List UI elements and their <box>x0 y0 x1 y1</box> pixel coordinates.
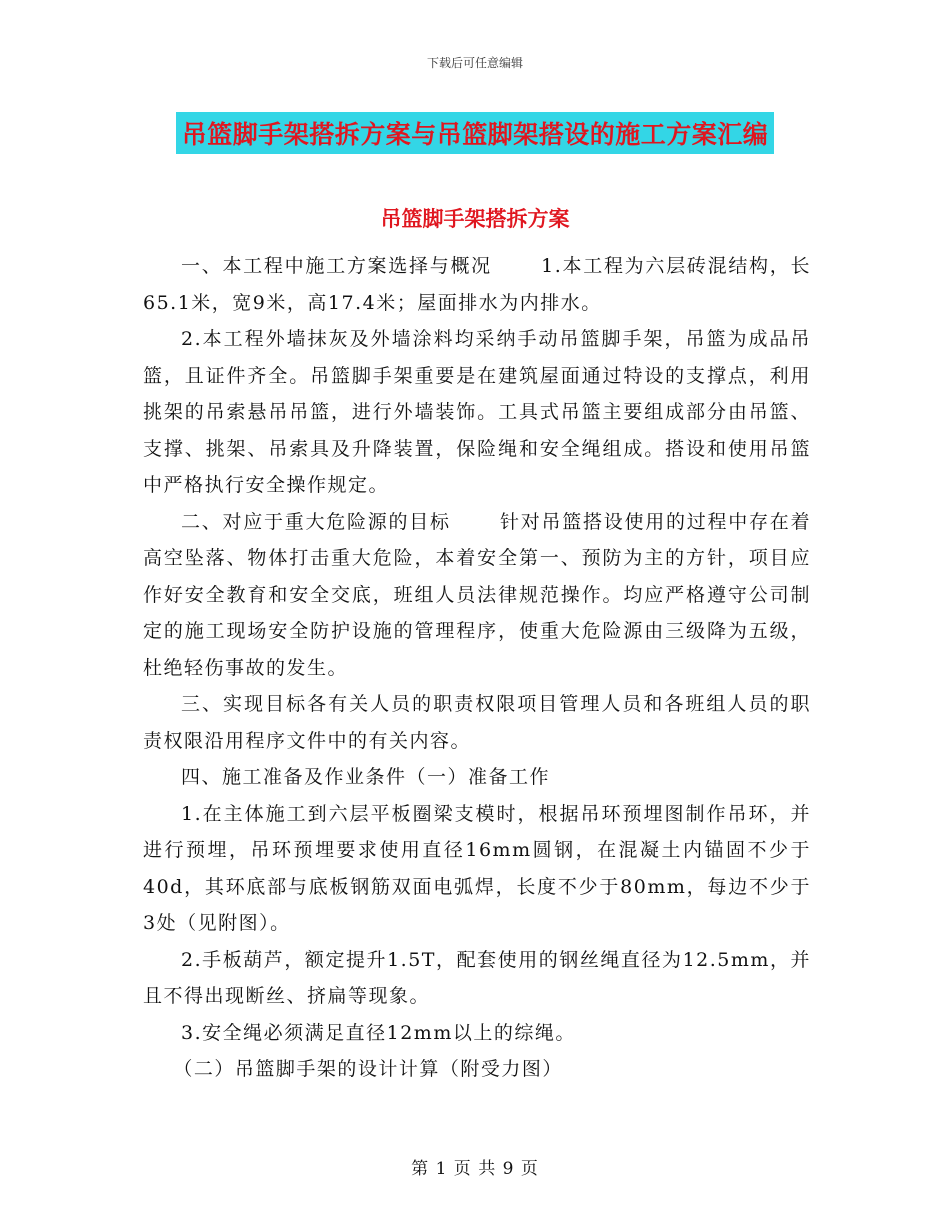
page-header: 下载后可任意编辑 <box>426 56 523 70</box>
paragraph-1: 一、本工程中施工方案选择与概况 1.本工程为六层砖混结构，长65.1米，宽9米，高17.4米；屋面排水为内排水。 <box>143 255 811 314</box>
paragraph-5: 四、施工准备及作业条件（一）准备工作 <box>181 766 551 788</box>
document-title: 吊篮脚手架搭拆方案与吊篮脚架搭设的施工方案汇编 <box>176 112 775 154</box>
document-body <box>143 248 811 1088</box>
paragraph-7: 2.手板葫芦，额定提升1.5T，配套使用的钢丝绳直径为12.5mm，并且不得出现断丝、挤扁等现象。 <box>143 948 811 1007</box>
page-footer: 第 1 页 共 9 页 <box>411 1159 539 1179</box>
document-title-container <box>0 112 950 154</box>
section-title: 吊篮脚手架搭拆方案 <box>380 206 570 231</box>
paragraph-9: （二）吊篮脚手架的设计计算（附受力图） <box>173 1058 563 1080</box>
paragraph-4: 三、实现目标各有关人员的职责权限项目管理人员和各班组人员的职责权限沿用程序文件中的有关内容。 <box>143 693 811 752</box>
paragraph-3: 二、对应于重大危险源的目标 针对吊篮搭设使用的过程中存在着高空坠落、物体打击重大危险，本着安全第一、预防为主的方针，项目应作好安全教育和安全交底，班组人员法律规范操作。均应严格遵守公司制定的施工现场安全防护设施的管理程序，使重大危险源由三级降为五级，杜绝轻伤事故的发生。 <box>143 510 811 679</box>
paragraph-6: 1.在主体施工到六层平板圈梁支模时，根据吊环预埋图制作吊环，并进行预埋，吊环预埋要求使用直径16mm圆钢，在混凝土内锚固不少于40d，其环底部与底板钢筋双面电弧焊，长度不少于80mm，每边不少于3处（见附图）。 <box>143 802 811 934</box>
paragraph-2: 2.本工程外墙抹灰及外墙涂料均采纳手动吊篮脚手架，吊篮为成品吊篮，且证件齐全。吊篮脚手架重要是在建筑屋面通过特设的支撑点，利用挑架的吊索悬吊吊篮，进行外墙装饰。工具式吊篮主要组成部分由吊篮、支撑、挑架、吊索具及升降装置，保险绳和安全绳组成。搭设和使用吊篮中严格执行安全操作规定。 <box>143 328 811 496</box>
paragraph-8: 3.安全绳必须满足直径12mm以上的综绳。 <box>181 1021 576 1044</box>
